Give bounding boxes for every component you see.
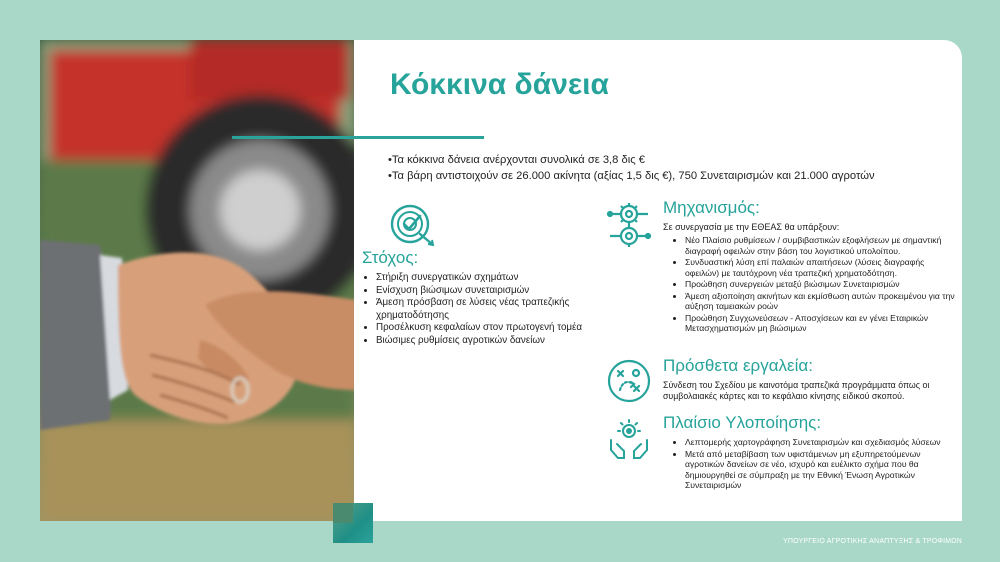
list-item: • Βιώσιμες ρυθμίσεις αγροτικών δανείων <box>376 335 602 348</box>
list-item: • Άμεση πρόσβαση σε λύσεις νέας τραπεζικής χρηματοδότησης <box>376 297 602 322</box>
mechanism-title: Μηχανισμός: <box>663 198 760 217</box>
list-item: • Προώθηση συνεργειών μεταξύ βιώσιμων Συνεταιρισμών <box>685 279 955 290</box>
list-item: • Άμεση αξιοποίηση ακινήτων και εκμίσθωση αυτών προκειμένου για την αύξηση ταμειακών ροών <box>685 291 955 312</box>
list-item: • Στήριξη συνεργατικών σχημάτων <box>376 272 602 285</box>
page-title: Κόκκινα δάνεια <box>390 68 609 101</box>
strategy-icon <box>606 358 652 404</box>
intro-bullet: • Τα βάρη αντιστοιχούν σε 26.000 ακίνητα (αξίας 1,5 δις €), 750 Συνεταιρισμών και 21.000 αγροτών <box>388 168 948 184</box>
decorative-square <box>333 503 373 543</box>
handshake-illustration <box>40 40 356 521</box>
mechanism-list <box>663 235 955 334</box>
tools-description: Σύνδεση του Σχεδίου με καινοτόμα τραπεζικά προγράμματα όπως οι συμβολαιακές κάρτες και το κεφάλαιο κίνησης ειδικού σκοπού. <box>663 380 930 401</box>
list-item: • Συνδυαστική λύση επί παλαιών απαιτήσεων (λύσεις διαγραφής οφειλών) με ταυτόχρονη νέα τραπεζική χρηματοδότηση. <box>685 257 955 278</box>
hands-idea-icon <box>608 418 650 460</box>
implementation-title: Πλαίσιο Υλοποίησης: <box>663 413 822 432</box>
ministry-footer: ΥΠΟΥΡΓΕΙΟ ΑΓΡΟΤΙΚΗΣ ΑΝΑΠΤΥΞΗΣ & ΤΡΟΦΙΜΩΝ <box>782 538 962 545</box>
mechanism-section <box>663 198 955 335</box>
mechanism-lead: Σε συνεργασία με την ΕΘΕΑΣ θα υπάρξουν: <box>663 222 840 232</box>
goal-section <box>362 248 602 347</box>
list-item: • Προώθηση Συγχωνεύσεων - Αποσχίσεων και εν γένει Εταιρικών Μετασχηματισμών μη βιώσιμων <box>685 313 955 334</box>
implementation-section <box>663 413 955 492</box>
list-item: • Λεπτομερής χαρτογράφηση Συνεταιρισμών και σχεδιασμός λύσεων <box>685 437 955 448</box>
target-icon <box>388 200 436 248</box>
handshake-photo <box>40 40 356 521</box>
goal-title: Στόχος: <box>362 248 419 267</box>
intro-bullet: • Τα κόκκινα δάνεια ανέρχονται συνολικά σε 3,8 δις € <box>388 152 948 168</box>
implementation-list <box>663 437 955 491</box>
intro-bullets <box>388 152 948 184</box>
list-item: • Ενίσχυση βιώσιμων συνεταιρισμών <box>376 285 602 298</box>
list-item: • Νέο Πλαίσιο ρυθμίσεων / συμβιβαστικών εξοφλήσεων με σημαντική διαγραφή οφειλών στην βάση του λογιστικού υπολοίπου. <box>685 235 955 256</box>
list-item: • Μετά από μεταβίβαση των υφιστάμενων μη εξυπηρετούμενων αγροτικών δανείων σε νέο, ισχυρό και ευέλικτο σχήμα που θα δημιουργηθεί σε σύμπραξη με την Εθνική Ένωση Αγροτικών Συνεταιρισμών <box>685 449 955 491</box>
title-underline <box>232 136 484 139</box>
goal-list <box>362 272 602 347</box>
tools-section <box>663 356 955 402</box>
gears-icon <box>606 200 652 248</box>
tools-title: Πρόσθετα εργαλεία: <box>663 356 813 375</box>
list-item: • Προσέλκυση κεφαλαίων στον πρωτογενή τομέα <box>376 322 602 335</box>
